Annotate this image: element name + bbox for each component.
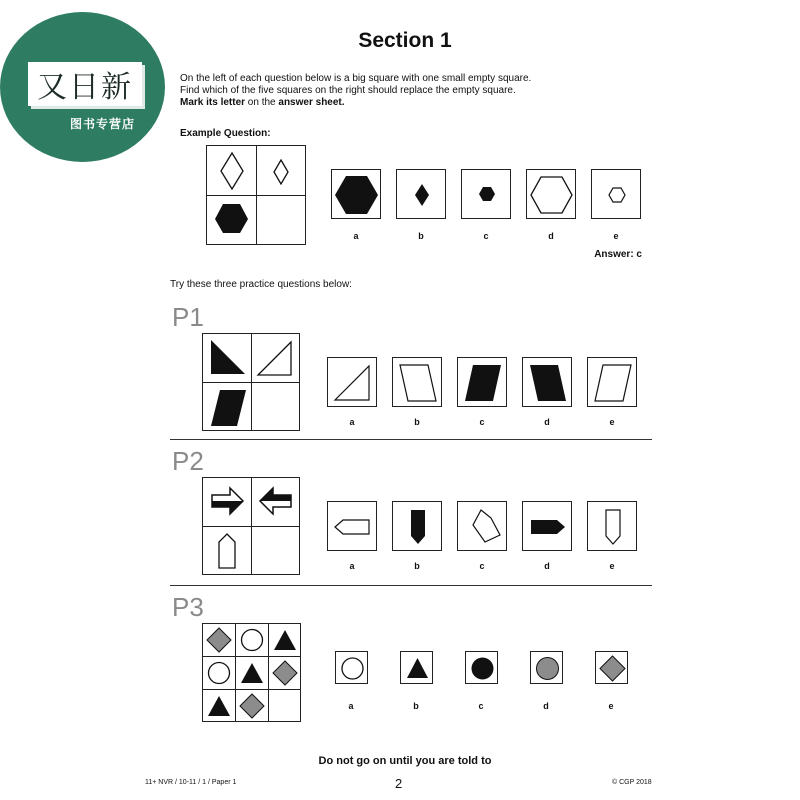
instruction-line-3 — [180, 97, 531, 109]
stop-instruction: Do not go on until you are told to — [318, 755, 492, 767]
example-letter-c: c — [483, 231, 489, 241]
instruction-line-2: Find which of the five squares on the right should replace the empty square. — [180, 85, 516, 96]
example-option-c[interactable] — [461, 169, 511, 219]
question-label-p3: P3 — [172, 592, 204, 622]
p3-option-b[interactable] — [400, 651, 433, 684]
p1-letter-e: e — [609, 417, 615, 427]
triangle-filled — [274, 630, 296, 650]
example-option-d[interactable] — [526, 169, 576, 219]
copyright: © CGP 2018 — [612, 779, 652, 786]
section-divider — [170, 439, 652, 440]
p3-question-grid — [202, 623, 301, 722]
pentagon-down-filled — [393, 502, 443, 552]
large-hexagon-filled — [332, 170, 382, 220]
example-answer: Answer: c — [594, 249, 642, 260]
parallelogram-outline — [588, 358, 638, 408]
pentagon-tilted-outline — [458, 502, 508, 552]
example-letter-e: e — [613, 231, 619, 241]
p1-option-e[interactable] — [587, 357, 637, 407]
logo-title: 又日新 — [28, 62, 142, 106]
right-triangle-filled — [211, 340, 245, 374]
p3-letter-e: e — [608, 701, 614, 711]
parallelogram-filled — [458, 358, 508, 408]
p3-letter-d: d — [543, 701, 549, 711]
p3-letter-b: b — [413, 701, 419, 711]
page-number: 2 — [395, 776, 403, 791]
pentagon-left-outline — [328, 502, 378, 552]
large-hexagon-filled — [215, 204, 248, 233]
diamond-gray — [240, 694, 264, 718]
p1-option-b[interactable] — [392, 357, 442, 407]
p2-letter-e: e — [609, 561, 615, 571]
p1-grid-shapes — [203, 334, 301, 432]
small-hexagon-outline — [592, 170, 642, 220]
large-hexagon-outline — [527, 170, 577, 220]
p2-option-e[interactable] — [587, 501, 637, 551]
section-divider — [170, 585, 652, 586]
instruction-bold-1: Mark its letter — [180, 97, 246, 108]
example-option-b[interactable] — [396, 169, 446, 219]
example-letter-a: a — [353, 231, 359, 241]
instruction-mid: on the — [245, 97, 279, 108]
practice-intro: Try these three practice questions below: — [170, 279, 352, 290]
logo-subtitle: 图书专营店 — [70, 117, 136, 131]
p1-option-a[interactable] — [327, 357, 377, 407]
example-letter-d: d — [548, 231, 554, 241]
arrow-left-half-filled — [260, 488, 291, 514]
p2-question-grid — [202, 477, 300, 575]
p1-letter-a: a — [349, 417, 355, 427]
p2-grid-shapes — [203, 478, 301, 576]
instruction-bold-2: answer sheet. — [278, 97, 345, 108]
small-diamond-filled — [397, 170, 447, 220]
example-label: Example Question: — [180, 128, 271, 139]
p3-option-c[interactable] — [465, 651, 498, 684]
example-option-a[interactable] — [331, 169, 381, 219]
p1-letter-c: c — [479, 417, 485, 427]
p1-letter-d: d — [544, 417, 550, 427]
p3-option-e[interactable] — [595, 651, 628, 684]
triangle-filled — [208, 696, 230, 716]
instruction-line-1: On the left of each question below is a big square with one small empty square. — [180, 73, 532, 84]
right-triangle-outline — [328, 358, 378, 408]
p2-option-a[interactable] — [327, 501, 377, 551]
p1-option-d[interactable] — [522, 357, 572, 407]
p2-option-d[interactable] — [522, 501, 572, 551]
page-title: Section 1 — [358, 29, 452, 52]
circle-outline — [242, 630, 263, 651]
p1-question-grid — [202, 333, 300, 431]
right-triangle-outline — [258, 342, 291, 375]
arrow-right-half-filled — [212, 488, 243, 514]
p3-grid-shapes — [203, 624, 302, 723]
large-diamond-outline — [221, 153, 243, 189]
p3-letter-c: c — [478, 701, 484, 711]
small-hexagon-filled — [462, 170, 512, 220]
triangle-filled — [401, 652, 434, 685]
p2-letter-a: a — [349, 561, 355, 571]
pentagon-right-filled — [523, 502, 573, 552]
parallelogram-filled-mirrored — [523, 358, 573, 408]
circle-filled — [466, 652, 499, 685]
parallelogram-filled — [211, 390, 246, 426]
example-option-e[interactable] — [591, 169, 641, 219]
example-question-grid — [206, 145, 306, 245]
circle-outline — [209, 663, 230, 684]
example-letter-b: b — [418, 231, 424, 241]
question-label-p2: P2 — [172, 446, 204, 476]
paper-code: 11+ NVR / 10-11 / 1 / Paper 1 — [145, 779, 237, 786]
diamond-gray — [207, 628, 231, 652]
small-diamond-outline — [274, 160, 288, 184]
question-label-p1: P1 — [172, 302, 204, 332]
p3-option-a[interactable] — [335, 651, 368, 684]
p3-option-d[interactable] — [530, 651, 563, 684]
example-grid-shapes — [207, 146, 307, 246]
p1-option-c[interactable] — [457, 357, 507, 407]
p3-letter-a: a — [348, 701, 354, 711]
p2-letter-c: c — [479, 561, 485, 571]
pentagon-outline — [219, 534, 235, 568]
p2-option-c[interactable] — [457, 501, 507, 551]
p2-option-b[interactable] — [392, 501, 442, 551]
pentagon-down-outline — [588, 502, 638, 552]
diamond-gray — [596, 652, 629, 685]
circle-gray — [531, 652, 564, 685]
p2-letter-b: b — [414, 561, 420, 571]
p1-letter-b: b — [414, 417, 420, 427]
instructions — [180, 73, 531, 109]
p2-letter-d: d — [544, 561, 550, 571]
diamond-gray — [273, 661, 297, 685]
parallelogram-outline — [393, 358, 443, 408]
triangle-filled — [241, 663, 263, 683]
circle-outline — [336, 652, 369, 685]
